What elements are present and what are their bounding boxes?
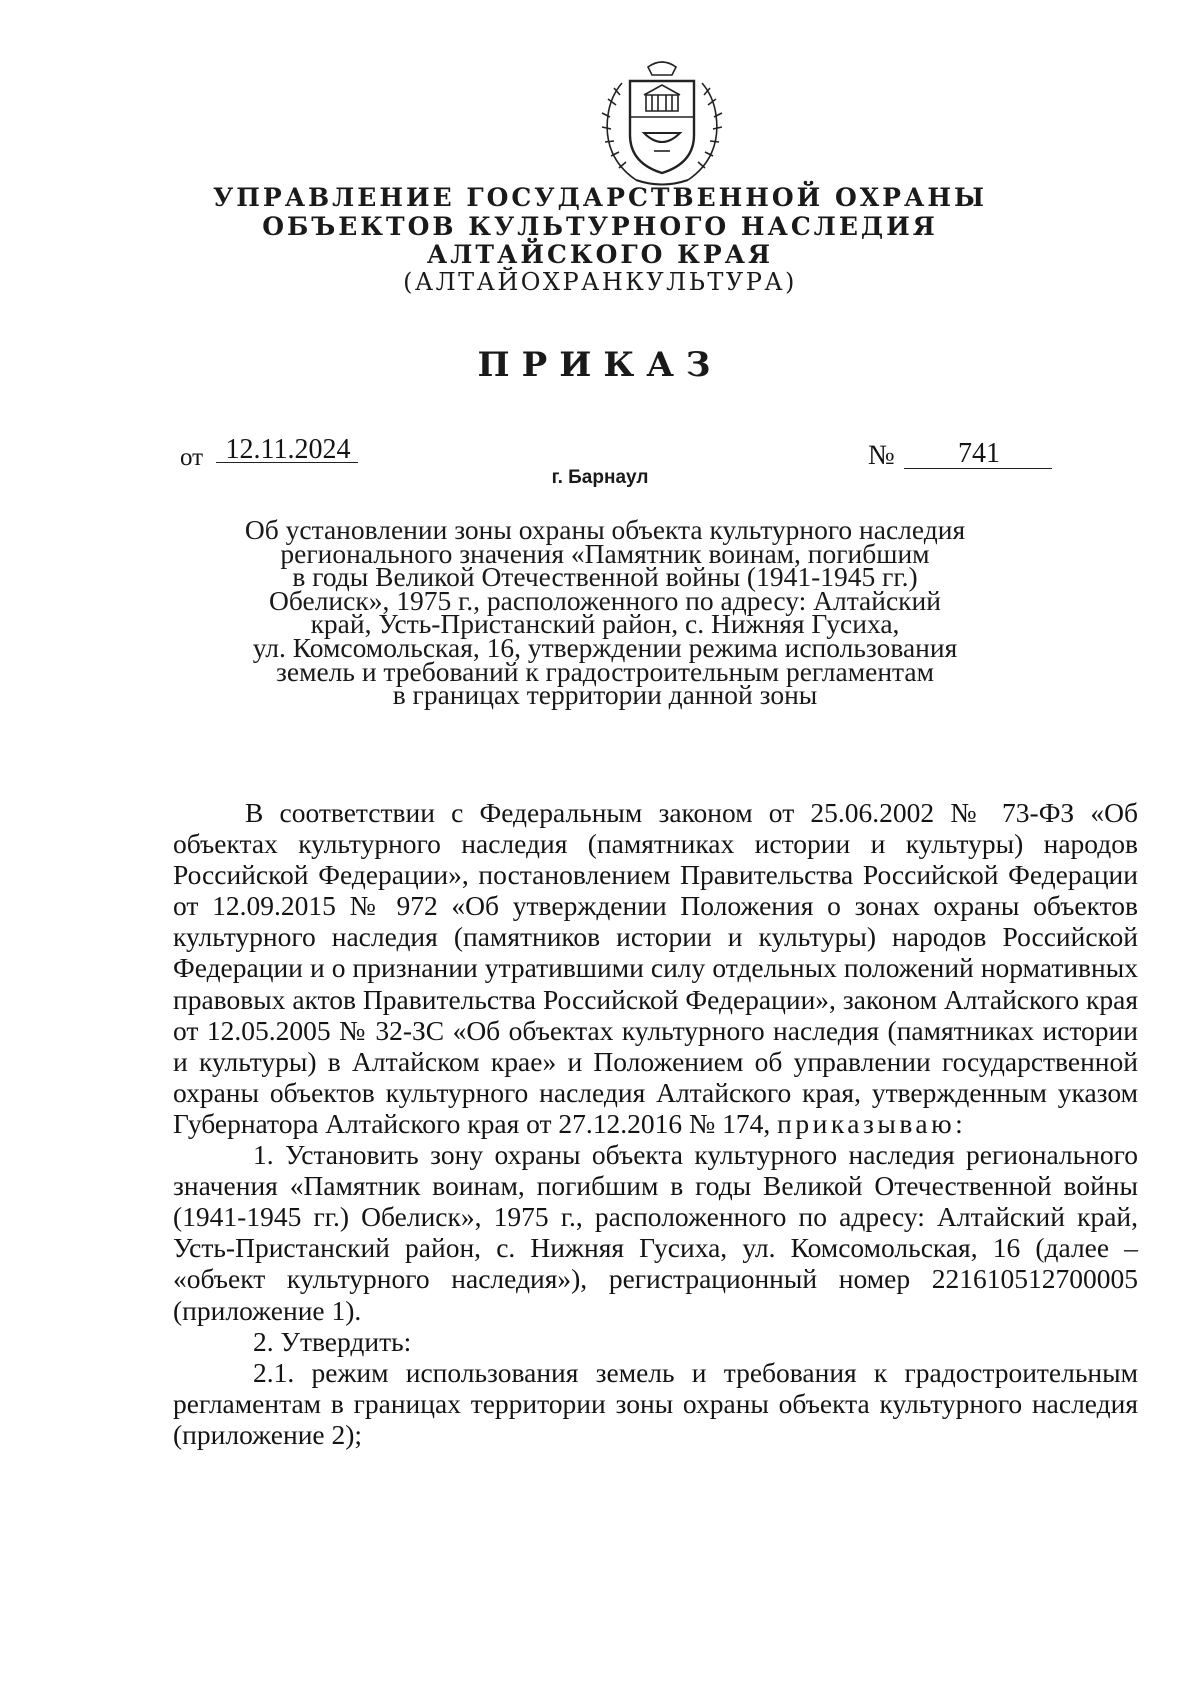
document-number: 741 [958, 438, 1000, 469]
document-type-title: ПРИКАЗ [477, 345, 723, 385]
preamble-text: В соответствии с Федеральным законом от 25.06.2002 № 73-ФЗ «Об объектах культурного наследия (памятниках истории и культуры) народов Российской Федерации», постановлением Правительства Российской Федерации от 12.09.2015 № 972 «Об утверждении Положения о зонах охраны объектов культурного наследия (памятников истории и культуры) народов Российской Федерации и о признании утратившими силу отдельных положений нормативных правовых актов Правительства Российской Федерации», законом Алтайского края от 12.05.2005 № 32-ЗС «Об объектах культурного наследия (памятниках истории и культуры) в Алтайском крае» и Положением об управлении государственной охраны объектов культурного наследия Алтайского края, утвержденным указом Губернатора Алтайского края от 27.12.2016 № 174, [173, 797, 1138, 1139]
document-body [173, 797, 1138, 1450]
date-underline [216, 462, 358, 463]
number-prefix: № [868, 440, 895, 471]
subject-line: ул. Комсомольская, 16, утверждении режима использования [252, 631, 958, 663]
preamble-paragraph [173, 797, 1138, 1139]
subject-line: земель и требований к градостроительным регламентам [276, 655, 934, 687]
subject-line: Обелиск», 1975 г., расположенного по адресу: Алтайский [269, 584, 941, 616]
org-name-line-1: УПРАВЛЕНИЕ ГОСУДАРСТВЕННОЙ ОХРАНЫ [213, 183, 987, 212]
org-abbreviation: (АЛТАЙОХРАНКУЛЬТУРА) [403, 268, 797, 296]
document-subject [200, 514, 1010, 711]
item-1-paragraph: 1. Установить зону охраны объекта культурного наследия регионального значения «Памятник воинам, погибшим в годы Великой Отечественной войны (1941-1945 гг.) Обелиск», 1975 г., расположенного по адресу: Алтайский край, Усть-Пристанский район, с. Нижняя Гусиха, ул. Комсомольская, 16 (далее – «объект культурного наследия»), регистрационный номер 221610512700005 (приложение 1). [173, 1139, 1138, 1326]
org-name-line-3: АЛТАЙСКОГО КРАЯ [426, 240, 774, 269]
item-2-paragraph: 2. Утвердить: [253, 1325, 412, 1357]
org-name-line-2: ОБЪЕКТОВ КУЛЬТУРНОГО НАСЛЕДИЯ [262, 212, 938, 241]
order-word: приказываю: [777, 1107, 967, 1139]
subject-line: край, Усть-Пристанский район, с. Нижняя Гусиха, [310, 608, 900, 640]
subject-line: Об установлении зоны охраны объекта культурного наследия [244, 514, 966, 545]
document-date: 12.11.2024 [225, 434, 351, 465]
subject-line: в границах территории данной зоны [392, 679, 818, 711]
item-2-1-paragraph: 2.1. режим использования земель и требования к градостроительным регламентам в границах территории зоны охраны объекта культурного наследия (приложение 2); [173, 1356, 1138, 1450]
subject-line: регионального значения «Памятник воинам, погибшим [280, 537, 930, 569]
coat-of-arms-emblem [596, 55, 728, 193]
subject-line: в годы Великой Отечественной войны (1941-1945 гг.) [292, 561, 918, 593]
date-prefix: от [180, 444, 204, 471]
city-name: г. Барнаул [551, 467, 649, 488]
